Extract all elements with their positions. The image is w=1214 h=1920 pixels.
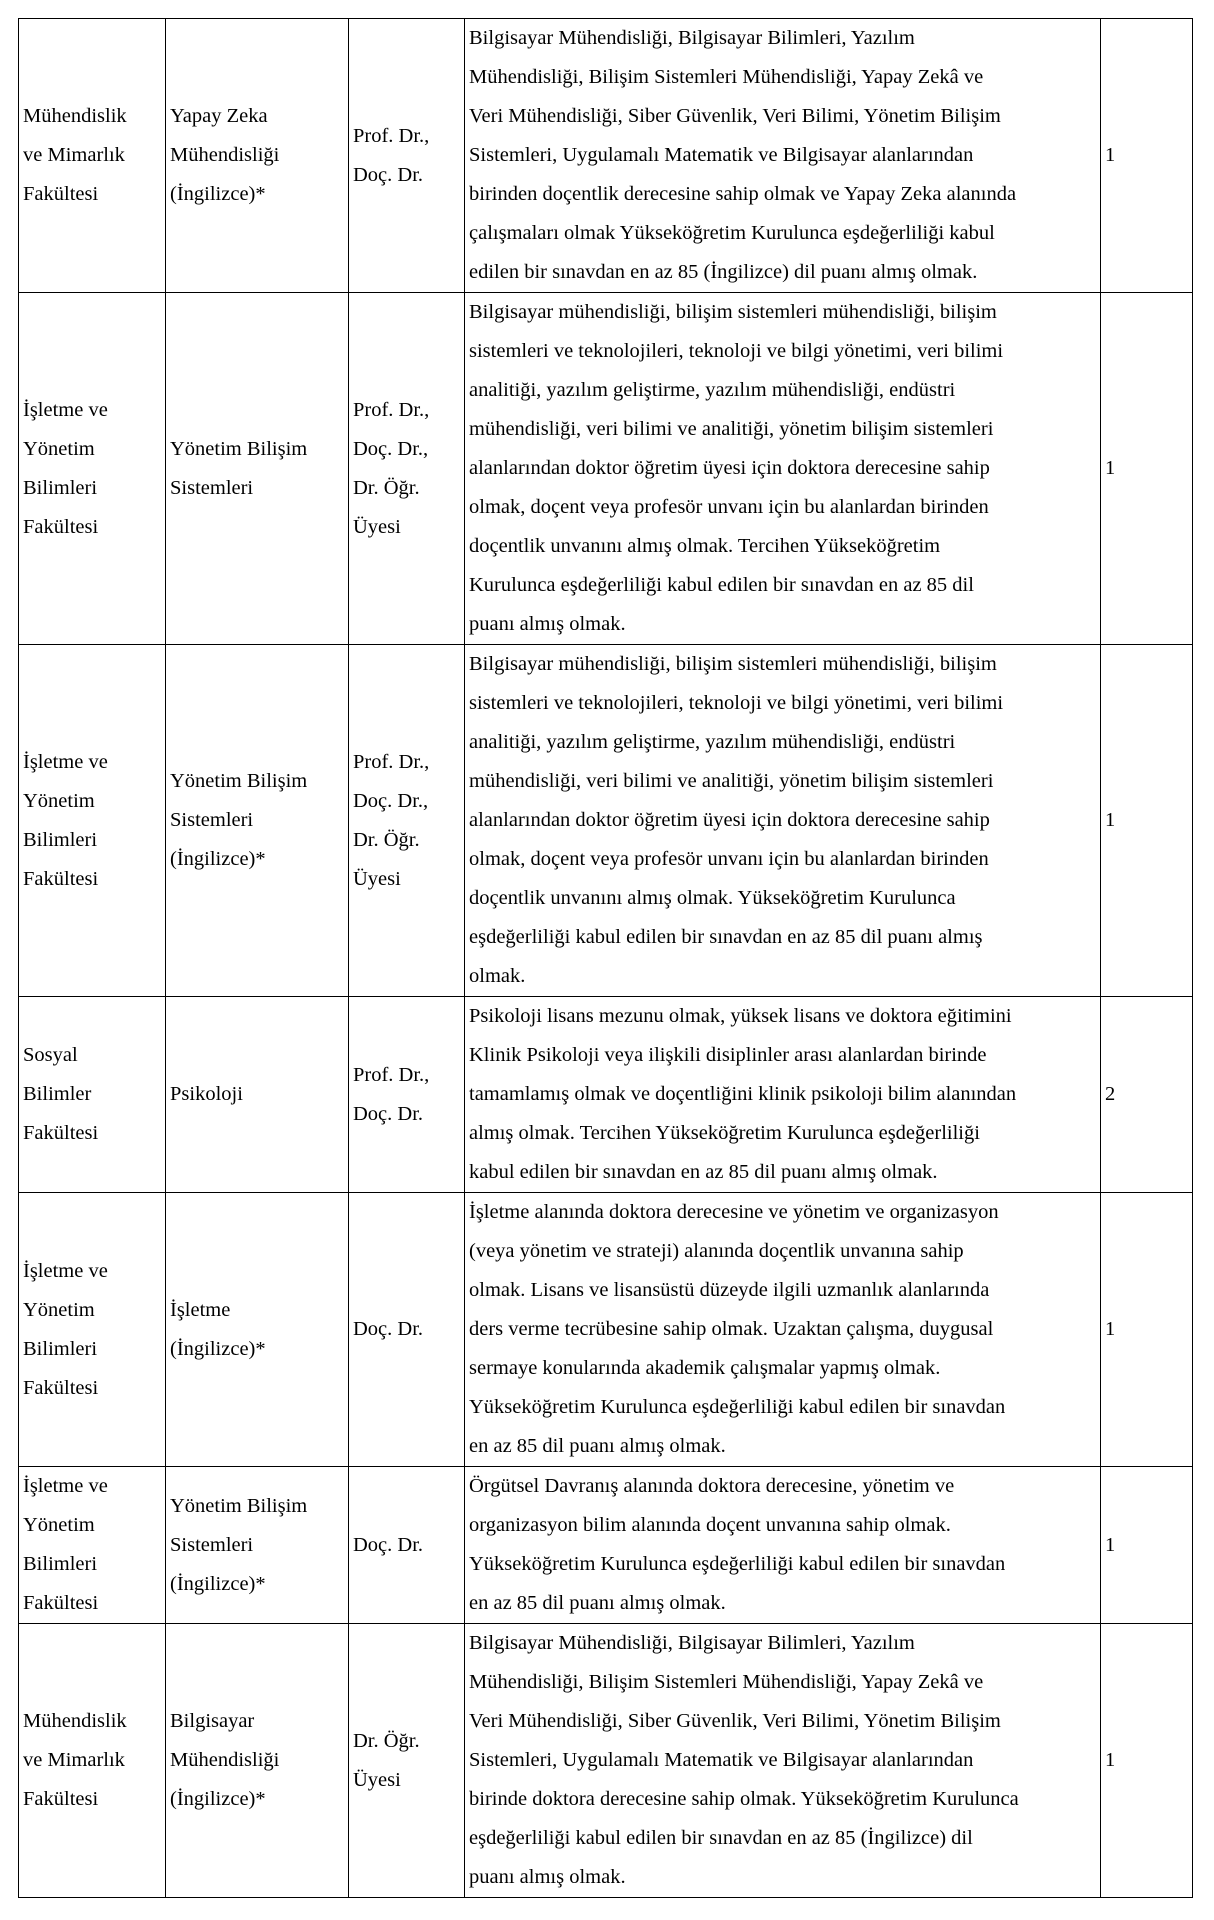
requirements-text: alanlarından doktor öğretim üyesi için doktora derecesine sahip	[469, 809, 990, 831]
faculty-text: Fakültesi	[23, 1122, 99, 1144]
faculty-text: Mühendislik	[23, 1710, 127, 1732]
faculty-cell	[19, 19, 166, 293]
academic-title-text: Doç. Dr.	[353, 1102, 424, 1125]
academic-title-cell	[349, 1193, 465, 1467]
academic-title-text: Dr. Öğr.	[353, 476, 420, 499]
requirements-text: Bilgisayar mühendisliği, bilişim sistemleri mühendisliği, bilişim	[469, 653, 997, 675]
table-row	[19, 1467, 1193, 1624]
department-text: Yönetim Bilişim	[170, 770, 308, 792]
department-text: (İngilizce)*	[170, 848, 266, 870]
faculty-cell	[19, 997, 166, 1193]
faculty-cell	[19, 1624, 166, 1898]
faculty-text: Sosyal	[23, 1044, 78, 1066]
requirements-text: eşdeğerliliği kabul edilen bir sınavdan en az 85 (İngilizce) dil	[469, 1827, 973, 1849]
requirements-text: mühendisliği, veri bilimi ve analitiği, yönetim bilişim sistemleri	[469, 770, 994, 792]
faculty-text: Bilimleri	[23, 1337, 98, 1360]
faculty-text: ve Mimarlık	[23, 1749, 125, 1771]
requirements-text: eşdeğerliliği kabul edilen bir sınavdan en az 85 dil puanı almış	[469, 926, 983, 948]
requirements-cell	[465, 1624, 1101, 1898]
requirements-text: Psikoloji lisans mezunu olmak, yüksek lisans ve doktora eğitimini	[469, 1005, 1012, 1027]
position-count-text: 1	[1105, 144, 1116, 166]
requirements-text: Yükseköğretim Kurulunca eşdeğerliliği kabul edilen bir sınavdan	[469, 1553, 1006, 1575]
requirements-text: Klinik Psikoloji veya ilişkili disiplinler arası alanlardan birinde	[469, 1044, 987, 1066]
requirements-cell	[465, 1193, 1101, 1467]
department-text: Yönetim Bilişim	[170, 1494, 308, 1517]
position-count-text: 1	[1105, 457, 1116, 479]
academic-title-text: Doç. Dr.	[353, 163, 424, 186]
department-text: (İngilizce)*	[170, 1337, 266, 1360]
positions-table-body	[19, 19, 1193, 1898]
position-count-cell	[1101, 293, 1193, 645]
department-cell	[166, 19, 349, 293]
requirements-text: olmak. Lisans ve lisansüstü düzeyde ilgili uzmanlık alanlarında	[469, 1279, 990, 1301]
department-text: Sistemleri	[170, 1533, 254, 1556]
position-count-cell	[1101, 1193, 1193, 1467]
table-row	[19, 1624, 1193, 1898]
requirements-text: puanı almış olmak.	[469, 1866, 626, 1888]
department-text: İşletme	[170, 1298, 231, 1321]
requirements-text: (veya yönetim ve strateji) alanında doçentlik unvanına sahip	[469, 1240, 964, 1262]
faculty-text: Bilimleri	[23, 828, 98, 851]
academic-title-cell	[349, 645, 465, 997]
faculty-text: Bilimler	[23, 1083, 92, 1105]
requirements-text: sistemleri ve teknolojileri, teknoloji ve bilgi yönetimi, veri bilimi	[469, 692, 1004, 714]
department-cell	[166, 645, 349, 997]
faculty-text: Yönetim	[23, 1514, 95, 1536]
department-cell	[166, 997, 349, 1193]
requirements-text: analitiği, yazılım geliştirme, yazılım mühendisliği, endüstri	[469, 379, 956, 401]
requirements-text: birinden doçentlik derecesine sahip olmak ve Yapay Zeka alanında	[469, 183, 1017, 205]
requirements-text: mühendisliği, veri bilimi ve analitiği, yönetim bilişim sistemleri	[469, 418, 994, 440]
requirements-text: sermaye konularında akademik çalışmalar yapmış olmak.	[469, 1357, 941, 1379]
academic-title-text: Dr. Öğr.	[353, 1729, 420, 1752]
position-count-cell	[1101, 645, 1193, 997]
requirements-text: çalışmaları olmak Yükseköğretim Kurulunca eşdeğerliliği kabul	[469, 222, 995, 244]
requirements-text: Bilgisayar mühendisliği, bilişim sistemleri mühendisliği, bilişim	[469, 301, 997, 323]
requirements-text: puanı almış olmak.	[469, 613, 626, 635]
department-cell	[166, 1467, 349, 1624]
position-count-text: 1	[1105, 1318, 1116, 1340]
faculty-text: İşletme ve	[23, 1259, 108, 1282]
requirements-cell	[465, 997, 1101, 1193]
table-row	[19, 293, 1193, 645]
faculty-text: Fakültesi	[23, 1376, 99, 1399]
position-count-text: 1	[1105, 1533, 1116, 1556]
requirements-text: en az 85 dil puanı almış olmak.	[469, 1592, 726, 1614]
requirements-text: organizasyon bilim alanında doçent unvanına sahip olmak.	[469, 1514, 951, 1536]
requirements-text: birinde doktora derecesine sahip olmak. Yükseköğretim Kurulunca	[469, 1788, 1019, 1810]
academic-title-cell	[349, 1624, 465, 1898]
requirements-text: doçentlik unvanını almış olmak. Yükseköğretim Kurulunca	[469, 887, 956, 909]
academic-title-cell	[349, 19, 465, 293]
requirements-text: kabul edilen bir sınavdan en az 85 dil puanı almış olmak.	[469, 1161, 938, 1183]
faculty-text: Fakültesi	[23, 515, 99, 538]
requirements-text: analitiği, yazılım geliştirme, yazılım mühendisliği, endüstri	[469, 731, 956, 753]
department-text: Sistemleri	[170, 809, 254, 831]
table-row	[19, 1193, 1193, 1467]
faculty-text: Fakültesi	[23, 1788, 99, 1810]
requirements-text: Bilgisayar Mühendisliği, Bilgisayar Bilimleri, Yazılım	[469, 1632, 915, 1654]
faculty-cell	[19, 645, 166, 997]
requirements-cell	[465, 19, 1101, 293]
academic-title-cell	[349, 1467, 465, 1624]
requirements-cell	[465, 645, 1101, 997]
academic-title-text: Prof. Dr.,	[353, 1063, 430, 1086]
position-count-text: 2	[1105, 1083, 1116, 1105]
department-text: Mühendisliği	[170, 144, 280, 166]
requirements-text: Yükseköğretim Kurulunca eşdeğerliliği kabul edilen bir sınavdan	[469, 1396, 1006, 1418]
academic-title-text: Dr. Öğr.	[353, 828, 420, 851]
department-text: (İngilizce)*	[170, 1788, 266, 1810]
academic-title-text: Prof. Dr.,	[353, 398, 430, 421]
faculty-text: ve Mimarlık	[23, 144, 125, 166]
department-text: Psikoloji	[170, 1083, 243, 1105]
academic-title-text: Prof. Dr.,	[353, 750, 430, 773]
requirements-text: edilen bir sınavdan en az 85 (İngilizce) dil puanı almış olmak.	[469, 261, 978, 283]
department-text: Mühendisliği	[170, 1749, 280, 1771]
table-row	[19, 997, 1193, 1193]
faculty-text: Yönetim	[23, 789, 95, 812]
position-count-text: 1	[1105, 1749, 1116, 1771]
requirements-text: tamamlamış olmak ve doçentliğini klinik psikoloji bilim alanından	[469, 1083, 1017, 1105]
requirements-text: ders verme tecrübesine sahip olmak. Uzaktan çalışma, duygusal	[469, 1318, 994, 1340]
requirements-text: sistemleri ve teknolojileri, teknoloji ve bilgi yönetimi, veri bilimi	[469, 340, 1004, 362]
academic-title-text: Üyesi	[353, 867, 401, 890]
academic-title-text: Üyesi	[353, 515, 401, 538]
faculty-text: Fakültesi	[23, 867, 99, 890]
department-cell	[166, 293, 349, 645]
requirements-text: Sistemleri, Uygulamalı Matematik ve Bilgisayar alanlarından	[469, 144, 974, 166]
faculty-cell	[19, 1467, 166, 1624]
faculty-cell	[19, 1193, 166, 1467]
academic-title-text: Doç. Dr.	[353, 1318, 424, 1340]
requirements-text: Veri Mühendisliği, Siber Güvenlik, Veri Bilimi, Yönetim Bilişim	[469, 1710, 1001, 1732]
department-text: Yönetim Bilişim	[170, 437, 308, 460]
requirements-text: Bilgisayar Mühendisliği, Bilgisayar Bilimleri, Yazılım	[469, 27, 915, 49]
academic-title-cell	[349, 293, 465, 645]
department-text: Sistemleri	[170, 476, 254, 499]
department-text: (İngilizce)*	[170, 183, 266, 205]
faculty-text: Yönetim	[23, 437, 95, 460]
academic-title-text: Doç. Dr.,	[353, 789, 429, 812]
requirements-cell	[465, 1467, 1101, 1624]
requirements-text: olmak.	[469, 965, 526, 987]
academic-title-text: Doç. Dr.,	[353, 437, 429, 460]
requirements-cell	[465, 293, 1101, 645]
faculty-text: İşletme ve	[23, 398, 108, 421]
requirements-text: Mühendisliği, Bilişim Sistemleri Mühendisliği, Yapay Zekâ ve	[469, 66, 984, 88]
department-text: (İngilizce)*	[170, 1572, 266, 1595]
requirements-text: Kurulunca eşdeğerliliği kabul edilen bir sınavdan en az 85 dil	[469, 574, 974, 596]
faculty-text: Mühendislik	[23, 105, 127, 127]
faculty-text: Bilimleri	[23, 476, 98, 499]
requirements-text: almış olmak. Tercihen Yükseköğretim Kurulunca eşdeğerliliği	[469, 1122, 980, 1144]
position-count-cell	[1101, 1467, 1193, 1624]
positions-table	[18, 18, 1193, 1898]
faculty-text: İşletme ve	[23, 1475, 108, 1497]
department-cell	[166, 1624, 349, 1898]
requirements-text: Mühendisliği, Bilişim Sistemleri Mühendisliği, Yapay Zekâ ve	[469, 1671, 984, 1693]
position-count-cell	[1101, 1624, 1193, 1898]
faculty-text: Bilimleri	[23, 1553, 98, 1575]
faculty-text: Fakültesi	[23, 183, 99, 205]
academic-title-cell	[349, 997, 465, 1193]
requirements-text: olmak, doçent veya profesör unvanı için bu alanlardan birinden	[469, 848, 989, 870]
requirements-text: alanlarından doktor öğretim üyesi için doktora derecesine sahip	[469, 457, 990, 479]
academic-title-text: Doç. Dr.	[353, 1533, 424, 1556]
requirements-text: en az 85 dil puanı almış olmak.	[469, 1435, 726, 1457]
requirements-text: Veri Mühendisliği, Siber Güvenlik, Veri Bilimi, Yönetim Bilişim	[469, 105, 1001, 127]
faculty-text: Fakültesi	[23, 1592, 99, 1614]
requirements-text: olmak, doçent veya profesör unvanı için bu alanlardan birinden	[469, 496, 989, 518]
requirements-text: doçentlik unvanını almış olmak. Tercihen Yükseköğretim	[469, 535, 941, 557]
position-count-text: 1	[1105, 809, 1116, 831]
faculty-text: İşletme ve	[23, 750, 108, 773]
table-row	[19, 19, 1193, 293]
requirements-text: Örgütsel Davranış alanında doktora derecesine, yönetim ve	[469, 1475, 955, 1497]
faculty-cell	[19, 293, 166, 645]
department-text: Yapay Zeka	[170, 105, 268, 127]
table-row	[19, 645, 1193, 997]
position-count-cell	[1101, 19, 1193, 293]
requirements-text: İşletme alanında doktora derecesine ve yönetim ve organizasyon	[469, 1201, 999, 1223]
faculty-text: Yönetim	[23, 1298, 95, 1321]
academic-title-text: Prof. Dr.,	[353, 124, 430, 147]
department-text: Bilgisayar	[170, 1710, 255, 1732]
academic-title-text: Üyesi	[353, 1768, 401, 1791]
department-cell	[166, 1193, 349, 1467]
requirements-text: Sistemleri, Uygulamalı Matematik ve Bilgisayar alanlarından	[469, 1749, 974, 1771]
position-count-cell	[1101, 997, 1193, 1193]
